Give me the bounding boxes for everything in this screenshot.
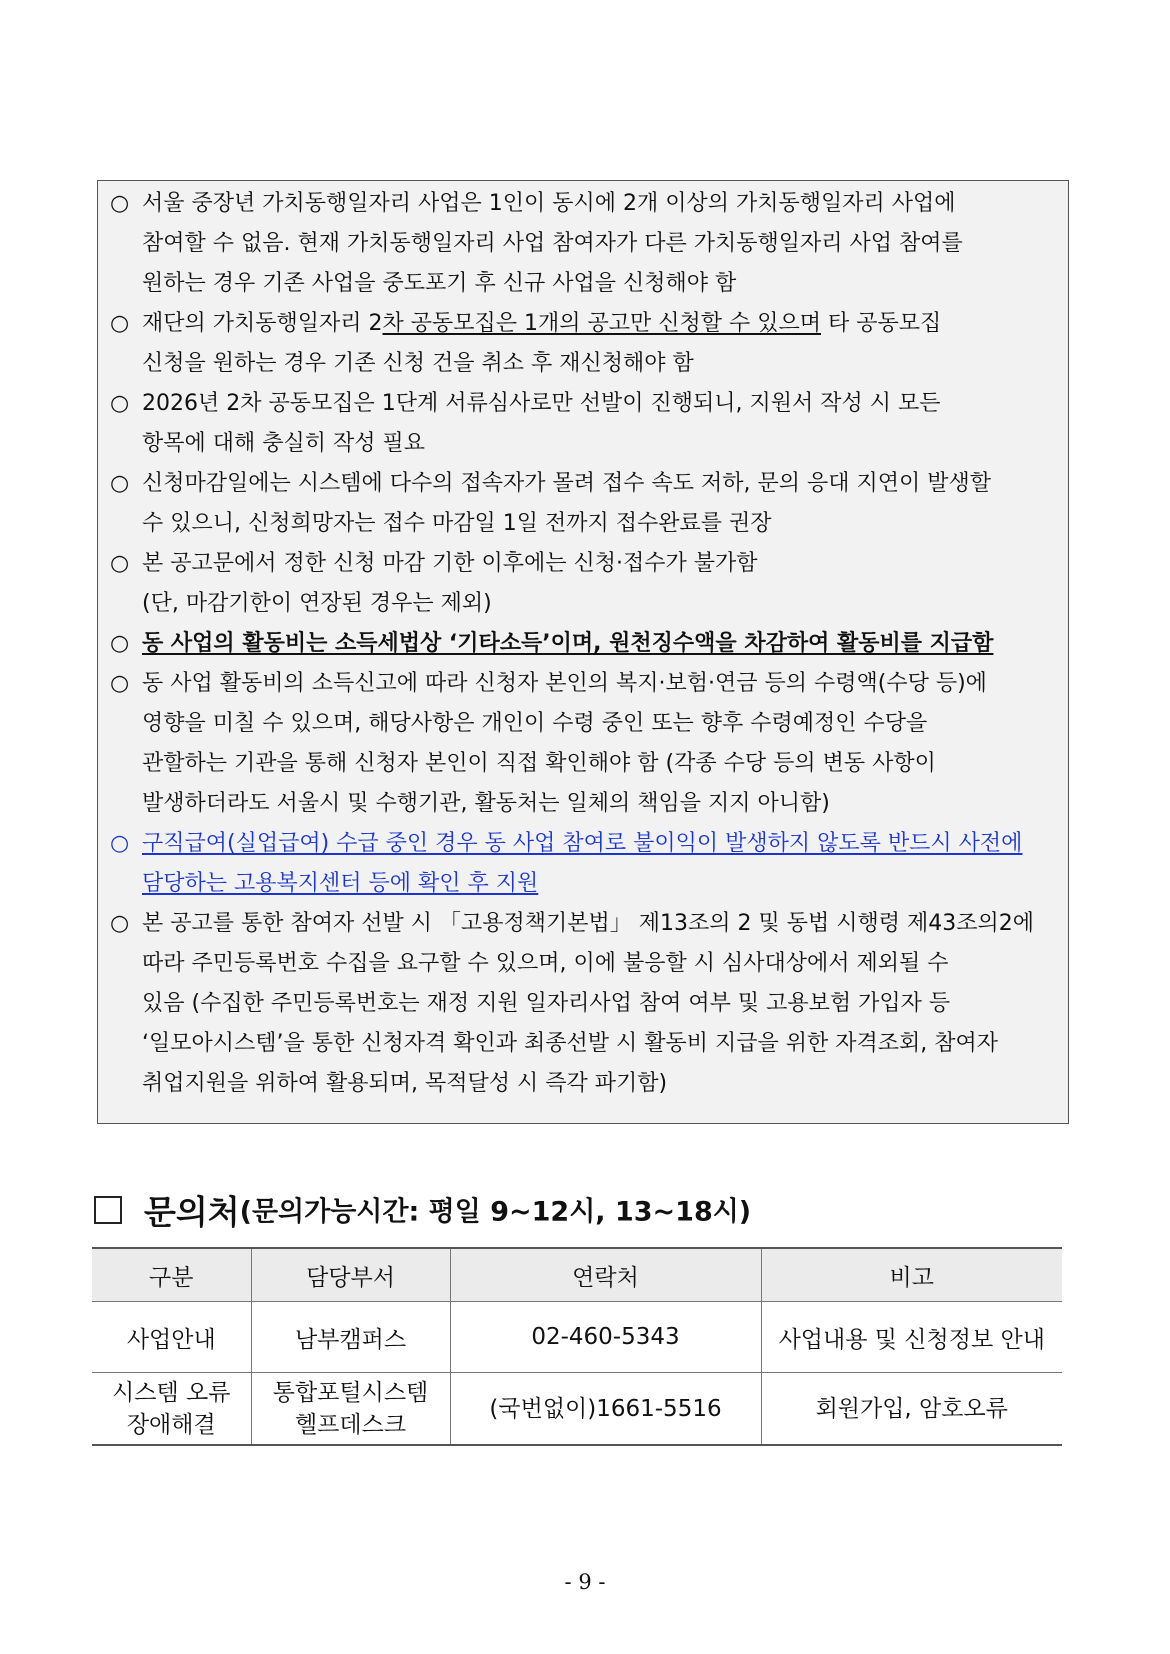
- notice-line: 신청을 원하는 경우 기존 신청 건을 취소 후 재신청해야 함: [142, 351, 694, 376]
- category-cell: [92, 1373, 251, 1446]
- notice-line: 발생하더라도 서울시 및 수행기관, 활동처는 일체의 책임을 지지 아니함): [142, 791, 830, 816]
- table-row: [92, 1373, 1062, 1446]
- contact-table: [92, 1247, 1062, 1446]
- cell-text: 통합포털시스템: [272, 1379, 429, 1406]
- circle-bullet-icon: ○: [110, 471, 130, 496]
- notice-item: [110, 384, 1060, 464]
- notice-line: 본 공고문에서 정한 신청 마감 기한 이후에는 신청·접수가 불가함: [142, 551, 758, 576]
- notice-line: 항목에 대해 충실히 작성 필요: [142, 431, 425, 456]
- notice-line: 있음 (수집한 주민등록번호는 재정 지원 일자리사업 참여 여부 및 고용보험 가입자 등: [142, 991, 951, 1016]
- notice-line: 관할하는 기관을 통해 신청자 본인이 직접 확인해야 함 (각종 수당 등의 변동 사항이: [142, 751, 936, 776]
- notice-line: 취업지원을 위하여 활용되며, 목적달성 시 즉각 파기함): [142, 1071, 668, 1096]
- note-cell: 사업내용 및 신청정보 안내: [761, 1302, 1062, 1373]
- notice-underlined-text: 구직급여(실업급여) 수급 중인 경우 동 사업 참여로 불이익이 발생하지 않도록 반드시 사전에: [142, 831, 1023, 856]
- contact-cell: 02-460-5343: [450, 1302, 761, 1373]
- circle-bullet-icon: ○: [110, 671, 130, 696]
- circle-bullet-icon: ○: [110, 311, 130, 336]
- notice-box: [97, 180, 1069, 1124]
- circle-bullet-icon: ○: [110, 551, 130, 576]
- notice-line: 원하는 경우 기존 사업을 중도포기 후 신규 사업을 신청해야 함: [142, 271, 737, 296]
- notice-line: 본 공고를 통한 참여자 선발 시 「고용정책기본법」 제13조의 2 및 동법 시행령 제43조의2에: [142, 911, 1034, 936]
- column-header: 연락처: [450, 1248, 761, 1302]
- notice-line: 참여할 수 없음. 현재 가치동행일자리 사업 참여자가 다른 가치동행일자리 사업 참여를: [142, 231, 963, 256]
- cell-text: 장애해결: [126, 1411, 216, 1438]
- column-header: 비고: [761, 1248, 1062, 1302]
- notice-item: [110, 184, 1060, 304]
- cell-text: 남부캠퍼스: [294, 1326, 407, 1353]
- cell-text: 헬프데스크: [294, 1411, 407, 1438]
- table-header-row: [92, 1248, 1062, 1302]
- checkbox-square-icon: [94, 1196, 122, 1224]
- notice-line: 2026년 2차 공동모집은 1단계 서류심사로만 선발이 진행되니, 지원서 작성 시 모든: [142, 391, 941, 416]
- notice-line: 신청마감일에는 시스템에 다수의 접속자가 몰려 접수 속도 저하, 문의 응대 지연이 발생할: [142, 471, 991, 496]
- table-row: [92, 1302, 1062, 1373]
- notice-line: 수 있으니, 신청희망자는 접수 마감일 1일 전까지 접수완료를 권장: [142, 511, 772, 536]
- contact-section-heading: [94, 1190, 751, 1234]
- notice-item: [110, 544, 1060, 624]
- notice-item: [110, 304, 1060, 384]
- notice-line: ‘일모아시스템’을 통한 신청자격 확인과 최종선발 시 활동비 지급을 위한 자격조회, 참여자: [142, 1031, 998, 1056]
- contact-cell: (국번없이)1661-5516: [450, 1373, 761, 1446]
- notice-item: [110, 824, 1060, 904]
- notice-line: 서울 중장년 가치동행일자리 사업은 1인이 동시에 2개 이상의 가치동행일자리 사업에: [142, 191, 956, 216]
- section-subtitle: (문의가능시간: 평일 9~12시, 13~18시): [239, 1196, 752, 1228]
- circle-bullet-icon: ○: [110, 831, 130, 856]
- cell-text: 사업안내: [126, 1326, 216, 1353]
- column-header: 구분: [92, 1248, 251, 1302]
- notice-item: [110, 664, 1060, 824]
- notice-line-part: 타 공동모집: [821, 311, 942, 336]
- section-title: 문의처: [144, 1192, 240, 1232]
- notice-underlined-text: 동 사업의 활동비는 소득세법상 ‘기타소득’이며, 원천징수액을 차감하여 활동비를 지급함: [142, 631, 994, 656]
- notice-underlined-text: 차 공동모집은 1개의 공고만 신청할 수 있으며: [382, 311, 822, 336]
- column-header: 담당부서: [251, 1248, 450, 1302]
- page-number: - 9 -: [564, 1570, 606, 1594]
- department-cell: [251, 1302, 450, 1373]
- circle-bullet-icon: ○: [110, 631, 130, 656]
- notice-line-part: 재단의 가치동행일자리 2: [142, 311, 383, 336]
- notice-line: 동 사업 활동비의 소득신고에 따라 신청자 본인의 복지·보험·연금 등의 수령액(수당 등)에: [142, 671, 987, 696]
- circle-bullet-icon: ○: [110, 191, 130, 216]
- circle-bullet-icon: ○: [110, 391, 130, 416]
- category-cell: [92, 1302, 251, 1373]
- notice-item: [110, 624, 1060, 664]
- department-cell: [251, 1373, 450, 1446]
- notice-line: (단, 마감기한이 연장된 경우는 제외): [142, 591, 492, 616]
- notice-item: [110, 464, 1060, 544]
- notice-underlined-text: 담당하는 고용복지센터 등에 확인 후 지원: [142, 871, 539, 896]
- notice-line: 영향을 미칠 수 있으며, 해당사항은 개인이 수령 중인 또는 향후 수령예정인 수당을: [142, 711, 928, 736]
- circle-bullet-icon: ○: [110, 911, 130, 936]
- note-cell: 회원가입, 암호오류: [761, 1373, 1062, 1446]
- notice-item: [110, 904, 1060, 1104]
- notice-line: 따라 주민등록번호 수집을 요구할 수 있으며, 이에 불응할 시 심사대상에서 제외될 수: [142, 951, 949, 976]
- cell-text: 시스템 오류: [112, 1379, 231, 1406]
